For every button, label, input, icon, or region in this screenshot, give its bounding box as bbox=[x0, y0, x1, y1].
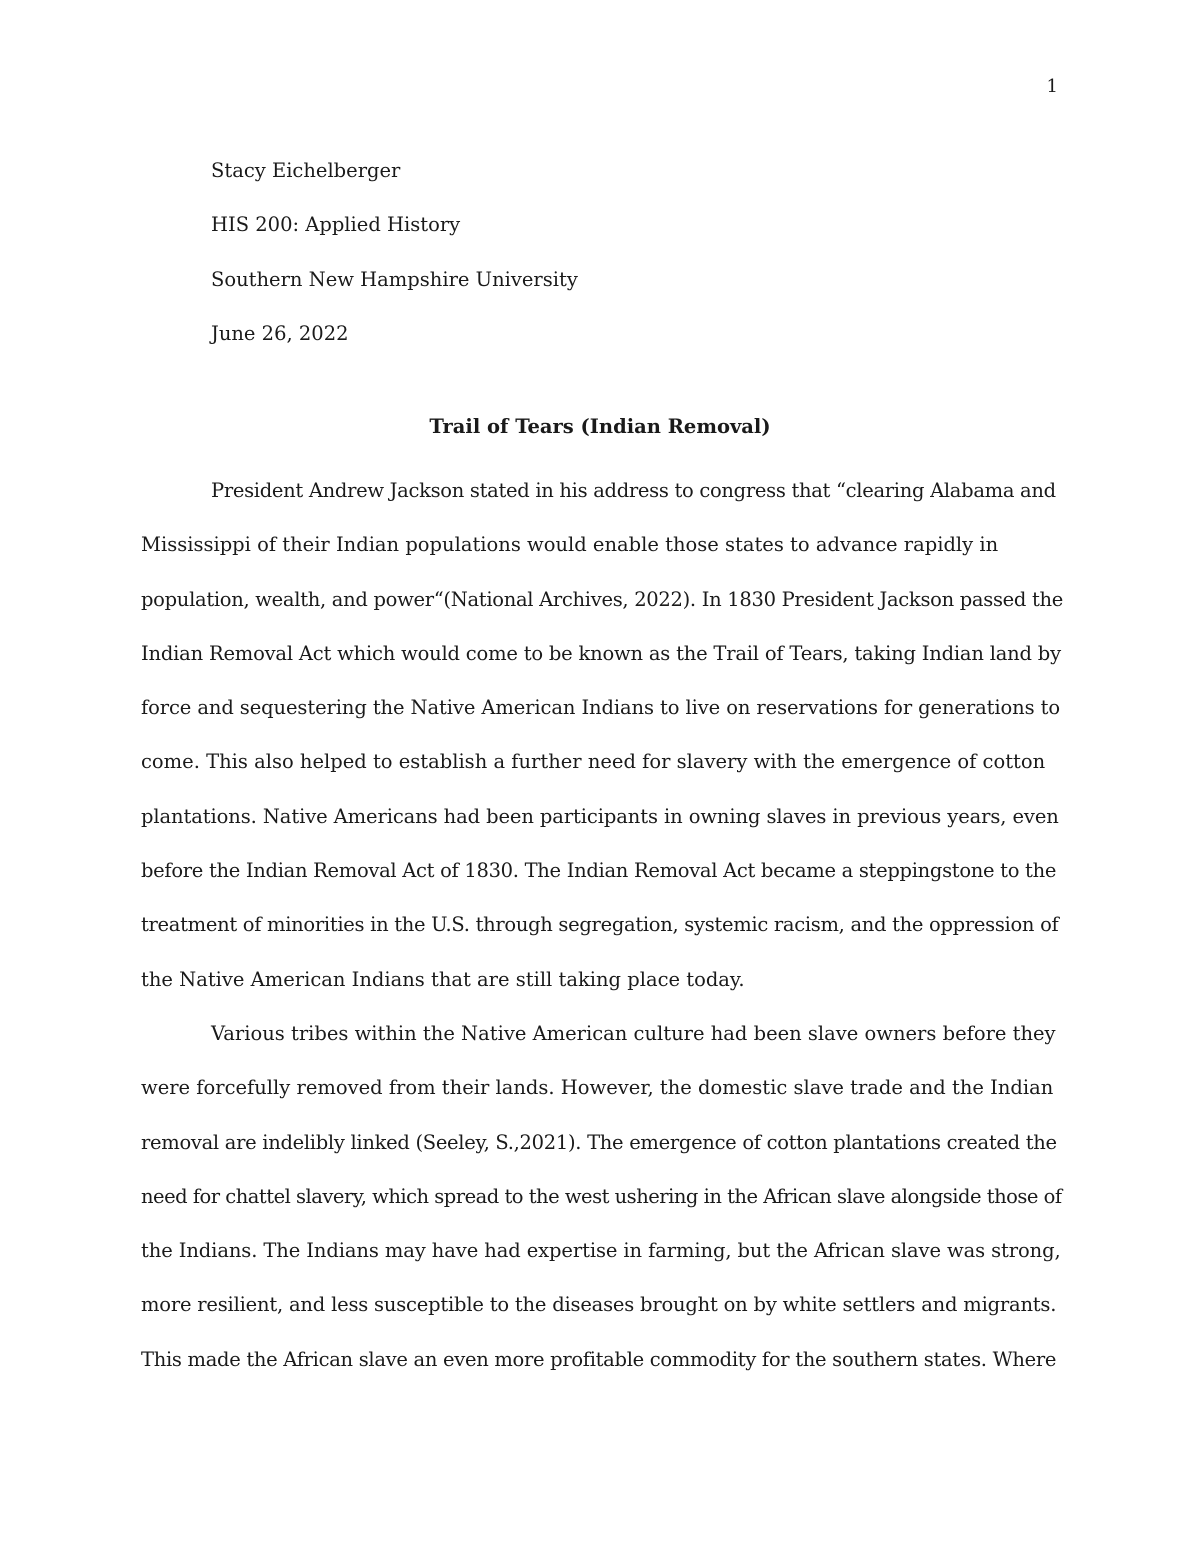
paragraph-line: force and sequestering the Native American Indians to live on reservations for generations to bbox=[141, 696, 1060, 720]
paragraph-2 bbox=[141, 1007, 1063, 1387]
paragraph-line: This made the African slave an even more profitable commodity for the southern states. Where bbox=[141, 1347, 1057, 1371]
paragraph-line: were forcefully removed from their lands. However, the domestic slave trade and the Indian bbox=[141, 1076, 1054, 1100]
paragraph-1 bbox=[141, 464, 1063, 1007]
document-date: June 26, 2022 bbox=[211, 321, 349, 345]
paragraph-line: Various tribes within the Native American culture had been slave owners before they bbox=[211, 1021, 1056, 1045]
paragraph-line: need for chattel slavery, which spread to the west ushering in the African slave alongside those of bbox=[141, 1184, 1062, 1208]
paragraph-line: plantations. Native Americans had been participants in owning slaves in previous years, even bbox=[141, 804, 1059, 828]
heading-block bbox=[211, 144, 578, 361]
paragraph-line: the Native American Indians that are still taking place today. bbox=[141, 967, 745, 991]
paragraph-line: Indian Removal Act which would come to be known as the Trail of Tears, taking Indian land by bbox=[141, 641, 1061, 665]
paragraph-line: before the Indian Removal Act of 1830. The Indian Removal Act became a steppingstone to the bbox=[141, 859, 1057, 883]
paragraph-line: removal are indelibly linked (Seeley, S.,2021). The emergence of cotton plantations created the bbox=[141, 1130, 1057, 1154]
document-title: Trail of Tears (Indian Removal) bbox=[429, 415, 771, 438]
paragraph-line: Mississippi of their Indian populations would enable those states to advance rapidly in bbox=[141, 533, 999, 557]
paragraph-line: more resilient, and less susceptible to the diseases brought on by white settlers and migrants. bbox=[141, 1293, 1057, 1317]
institution-name: Southern New Hampshire University bbox=[211, 267, 578, 291]
page-number: 1 bbox=[1046, 76, 1058, 97]
author-name: Stacy Eichelberger bbox=[211, 159, 401, 182]
body-text bbox=[141, 464, 1063, 1387]
paragraph-line: the Indians. The Indians may have had expertise in farming, but the African slave was strong, bbox=[141, 1239, 1061, 1263]
paragraph-line: come. This also helped to establish a further need for slavery with the emergence of cotton bbox=[141, 750, 1046, 774]
paragraph-line: treatment of minorities in the U.S. through segregation, systemic racism, and the oppression of bbox=[141, 913, 1059, 937]
paragraph-line: President Andrew Jackson stated in his address to congress that “clearing Alabama and bbox=[211, 479, 1056, 502]
paragraph-line: population, wealth, and power“(National Archives, 2022). In 1830 President Jackson passed the bbox=[141, 587, 1064, 611]
course-name: HIS 200: Applied History bbox=[211, 213, 461, 237]
